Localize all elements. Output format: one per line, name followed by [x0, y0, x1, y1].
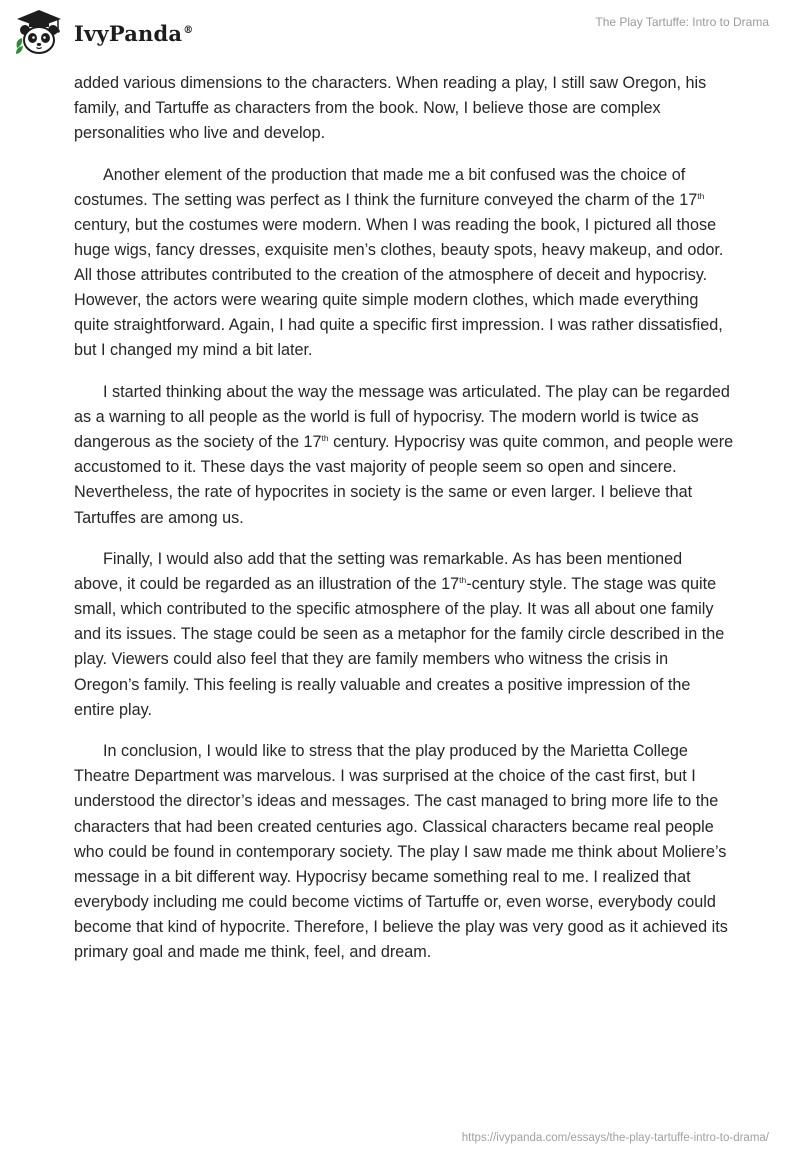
brand-name	[74, 21, 193, 46]
paragraph-3-part-1: I started thinking about the way the message was articulated. The play can be regarded as a warning to all people as the world is full of hypocrisy. The modern world is twice as dangerous as the society of the 17	[74, 383, 730, 452]
brand-name-text: IvyPanda	[74, 20, 183, 46]
ordinal-suffix: th	[459, 575, 467, 586]
paragraph-1: added various dimensions to the characters. When reading a play, I still saw Oregon, his family, and Tartuffe as characters from the book. Now, I believe those are complex personalities who live and develop.	[74, 74, 707, 143]
paragraph-4-part-1: Finally, I would also add that the setting was remarkable. As has been mentioned above, it could be regarded as an illustration of the 17	[74, 550, 683, 594]
paragraph-4	[74, 547, 734, 723]
paragraph-5: In conclusion, I would like to stress that the play produced by the Marietta College Theatre Department was marvelous. I was surprised at the choice of the cast first, but I understood the director’s ideas and messages. The cast managed to bring more life to the characters that had been created centuries ago. Classical characters became real people who could be found in contemporary society. The play I saw made me think about Moliere’s message in a bit different way. Hypocrisy became something real to me. I realized that everybody including me could become victims of Tartuffe or, even worse, everybody could become that kind of hypocrite. Therefore, I believe the play was very good as it achieved its primary goal and made me think, feel, and dream.	[74, 742, 728, 961]
panda-graduation-cap-icon	[14, 8, 64, 56]
essay-body	[74, 71, 734, 982]
ordinal-suffix: th	[321, 433, 329, 444]
brand-logo[interactable]	[14, 8, 193, 56]
document-title: The Play Tartuffe: Intro to Drama	[595, 15, 769, 29]
paragraph-2-part-2: century, but the costumes were modern. When I was reading the book, I pictured all those huge wigs, fancy dresses, exquisite men’s clothes, beauty spots, heavy makeup, and odor. All those attributes contributed to the creation of the atmosphere of deceit and hypocrisy. However, the actors were wearing quite simple modern clothes, which made everything quite straightforward. Again, I had quite a specific first impression. I was rather dissatisfied, but I changed my mind a bit later.	[74, 215, 724, 360]
page-header	[0, 0, 800, 60]
paragraph-3	[74, 380, 734, 531]
source-url[interactable]: https://ivypanda.com/essays/the-play-tartuffe-intro-to-drama/	[461, 1132, 769, 1144]
ordinal-suffix: th	[697, 190, 705, 201]
paragraph-2	[74, 163, 734, 364]
registered-mark: ®	[183, 24, 194, 36]
paragraph-4-part-2: -century style. The stage was quite small, which contributed to the specific atmosphere of the play. It was all about one family and its issues. The stage could be seen as a metaphor for the family circle described in the play. Viewers could also feel that they are family members who witness the crisis in Oregon’s family. This feeling is really valuable and creates a positive impression of the entire play.	[74, 575, 725, 719]
paragraph-2-part-1: Another element of the production that made me a bit confused was the choice of costumes. The setting was perfect as I think the furniture conveyed the charm of the 17	[74, 165, 698, 209]
paragraph-3-part-2: century. Hypocrisy was quite common, and people were accustomed to it. These days the vast majority of people seem so open and sincere. Nevertheless, the rate of hypocrites in society is the same or even larger. I believe that Tartuffes are among us.	[74, 433, 734, 527]
